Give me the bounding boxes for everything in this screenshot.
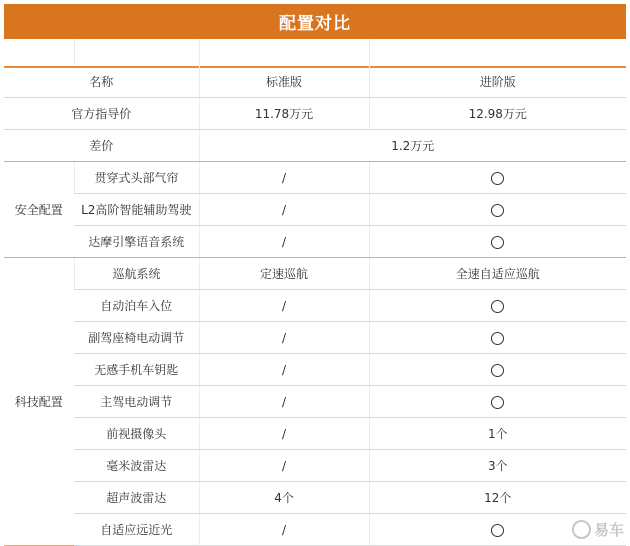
table-row	[4, 226, 626, 258]
advanced-value-cell	[369, 194, 626, 226]
group-label-cell: 安全配置	[4, 162, 74, 258]
header-standard-cell: 标准版	[199, 66, 369, 98]
table-row	[4, 290, 626, 322]
advanced-value-cell	[369, 162, 626, 194]
standard-value-cell: 定速巡航	[199, 258, 369, 290]
circle-icon	[491, 172, 504, 185]
tech-section	[4, 258, 626, 546]
standard-value-cell: 4个	[199, 482, 369, 514]
table-row	[4, 194, 626, 226]
divider	[74, 39, 75, 66]
advanced-value-cell	[369, 290, 626, 322]
feature-name-cell: 达摩引擎语音系统	[74, 226, 199, 258]
comparison-table	[4, 66, 626, 546]
circle-icon	[491, 524, 504, 537]
advanced-value-cell	[369, 386, 626, 418]
safety-section	[4, 162, 626, 258]
feature-name-cell: 主驾电动调节	[74, 386, 199, 418]
table-row	[4, 450, 626, 482]
standard-value-cell: /	[199, 418, 369, 450]
group-label-cell: 科技配置	[4, 258, 74, 546]
table-row	[4, 482, 626, 514]
circle-icon	[491, 300, 504, 313]
divider	[369, 39, 370, 66]
feature-name-cell: 无感手机车钥匙	[74, 354, 199, 386]
diff-value-cell: 1.2万元	[199, 130, 626, 162]
table-row	[4, 514, 626, 546]
standard-value-cell: /	[199, 290, 369, 322]
table-row	[4, 98, 626, 130]
feature-name-cell: 超声波雷达	[74, 482, 199, 514]
table-row	[4, 66, 626, 98]
standard-value-cell: /	[199, 322, 369, 354]
circle-icon	[491, 364, 504, 377]
header-spacer-row	[4, 39, 626, 68]
feature-name-cell: 前视摄像头	[74, 418, 199, 450]
advanced-value-cell: 1个	[369, 418, 626, 450]
table-row	[4, 162, 626, 194]
diff-label-cell: 差价	[4, 130, 199, 162]
advanced-value-cell: 全速自适应巡航	[369, 258, 626, 290]
advanced-value-cell	[369, 322, 626, 354]
standard-value-cell: /	[199, 162, 369, 194]
logo-ring-icon	[572, 520, 591, 539]
advanced-value-cell	[369, 354, 626, 386]
circle-icon	[491, 396, 504, 409]
standard-value-cell: /	[199, 194, 369, 226]
advanced-value-cell: 12个	[369, 482, 626, 514]
table-row	[4, 386, 626, 418]
divider	[199, 39, 200, 66]
table-row	[4, 322, 626, 354]
circle-icon	[491, 332, 504, 345]
standard-value-cell: /	[199, 226, 369, 258]
table-title: 配置对比	[4, 4, 626, 39]
standard-value-cell: /	[199, 514, 369, 546]
watermark-text: 易车	[593, 521, 624, 539]
feature-name-cell: 毫米波雷达	[74, 450, 199, 482]
feature-name-cell: L2高阶智能辅助驾驶	[74, 194, 199, 226]
table-row	[4, 258, 626, 290]
header-advanced-cell: 进阶版	[369, 66, 626, 98]
table-row	[4, 418, 626, 450]
advanced-value-cell: 3个	[369, 450, 626, 482]
feature-name-cell: 贯穿式头部气帘	[74, 162, 199, 194]
table-row	[4, 130, 626, 162]
standard-value-cell: /	[199, 450, 369, 482]
price-standard-cell: 11.78万元	[199, 98, 369, 130]
standard-value-cell: /	[199, 386, 369, 418]
circle-icon	[491, 236, 504, 249]
circle-icon	[491, 204, 504, 217]
feature-name-cell: 自适应远近光	[74, 514, 199, 546]
feature-name-cell: 自动泊车入位	[74, 290, 199, 322]
watermark-logo	[572, 519, 624, 540]
advanced-value-cell	[369, 226, 626, 258]
price-label-cell: 官方指导价	[4, 98, 199, 130]
feature-name-cell: 巡航系统	[74, 258, 199, 290]
standard-value-cell: /	[199, 354, 369, 386]
table-row	[4, 354, 626, 386]
header-name-cell: 名称	[4, 66, 199, 98]
feature-name-cell: 副驾座椅电动调节	[74, 322, 199, 354]
price-advanced-cell: 12.98万元	[369, 98, 626, 130]
